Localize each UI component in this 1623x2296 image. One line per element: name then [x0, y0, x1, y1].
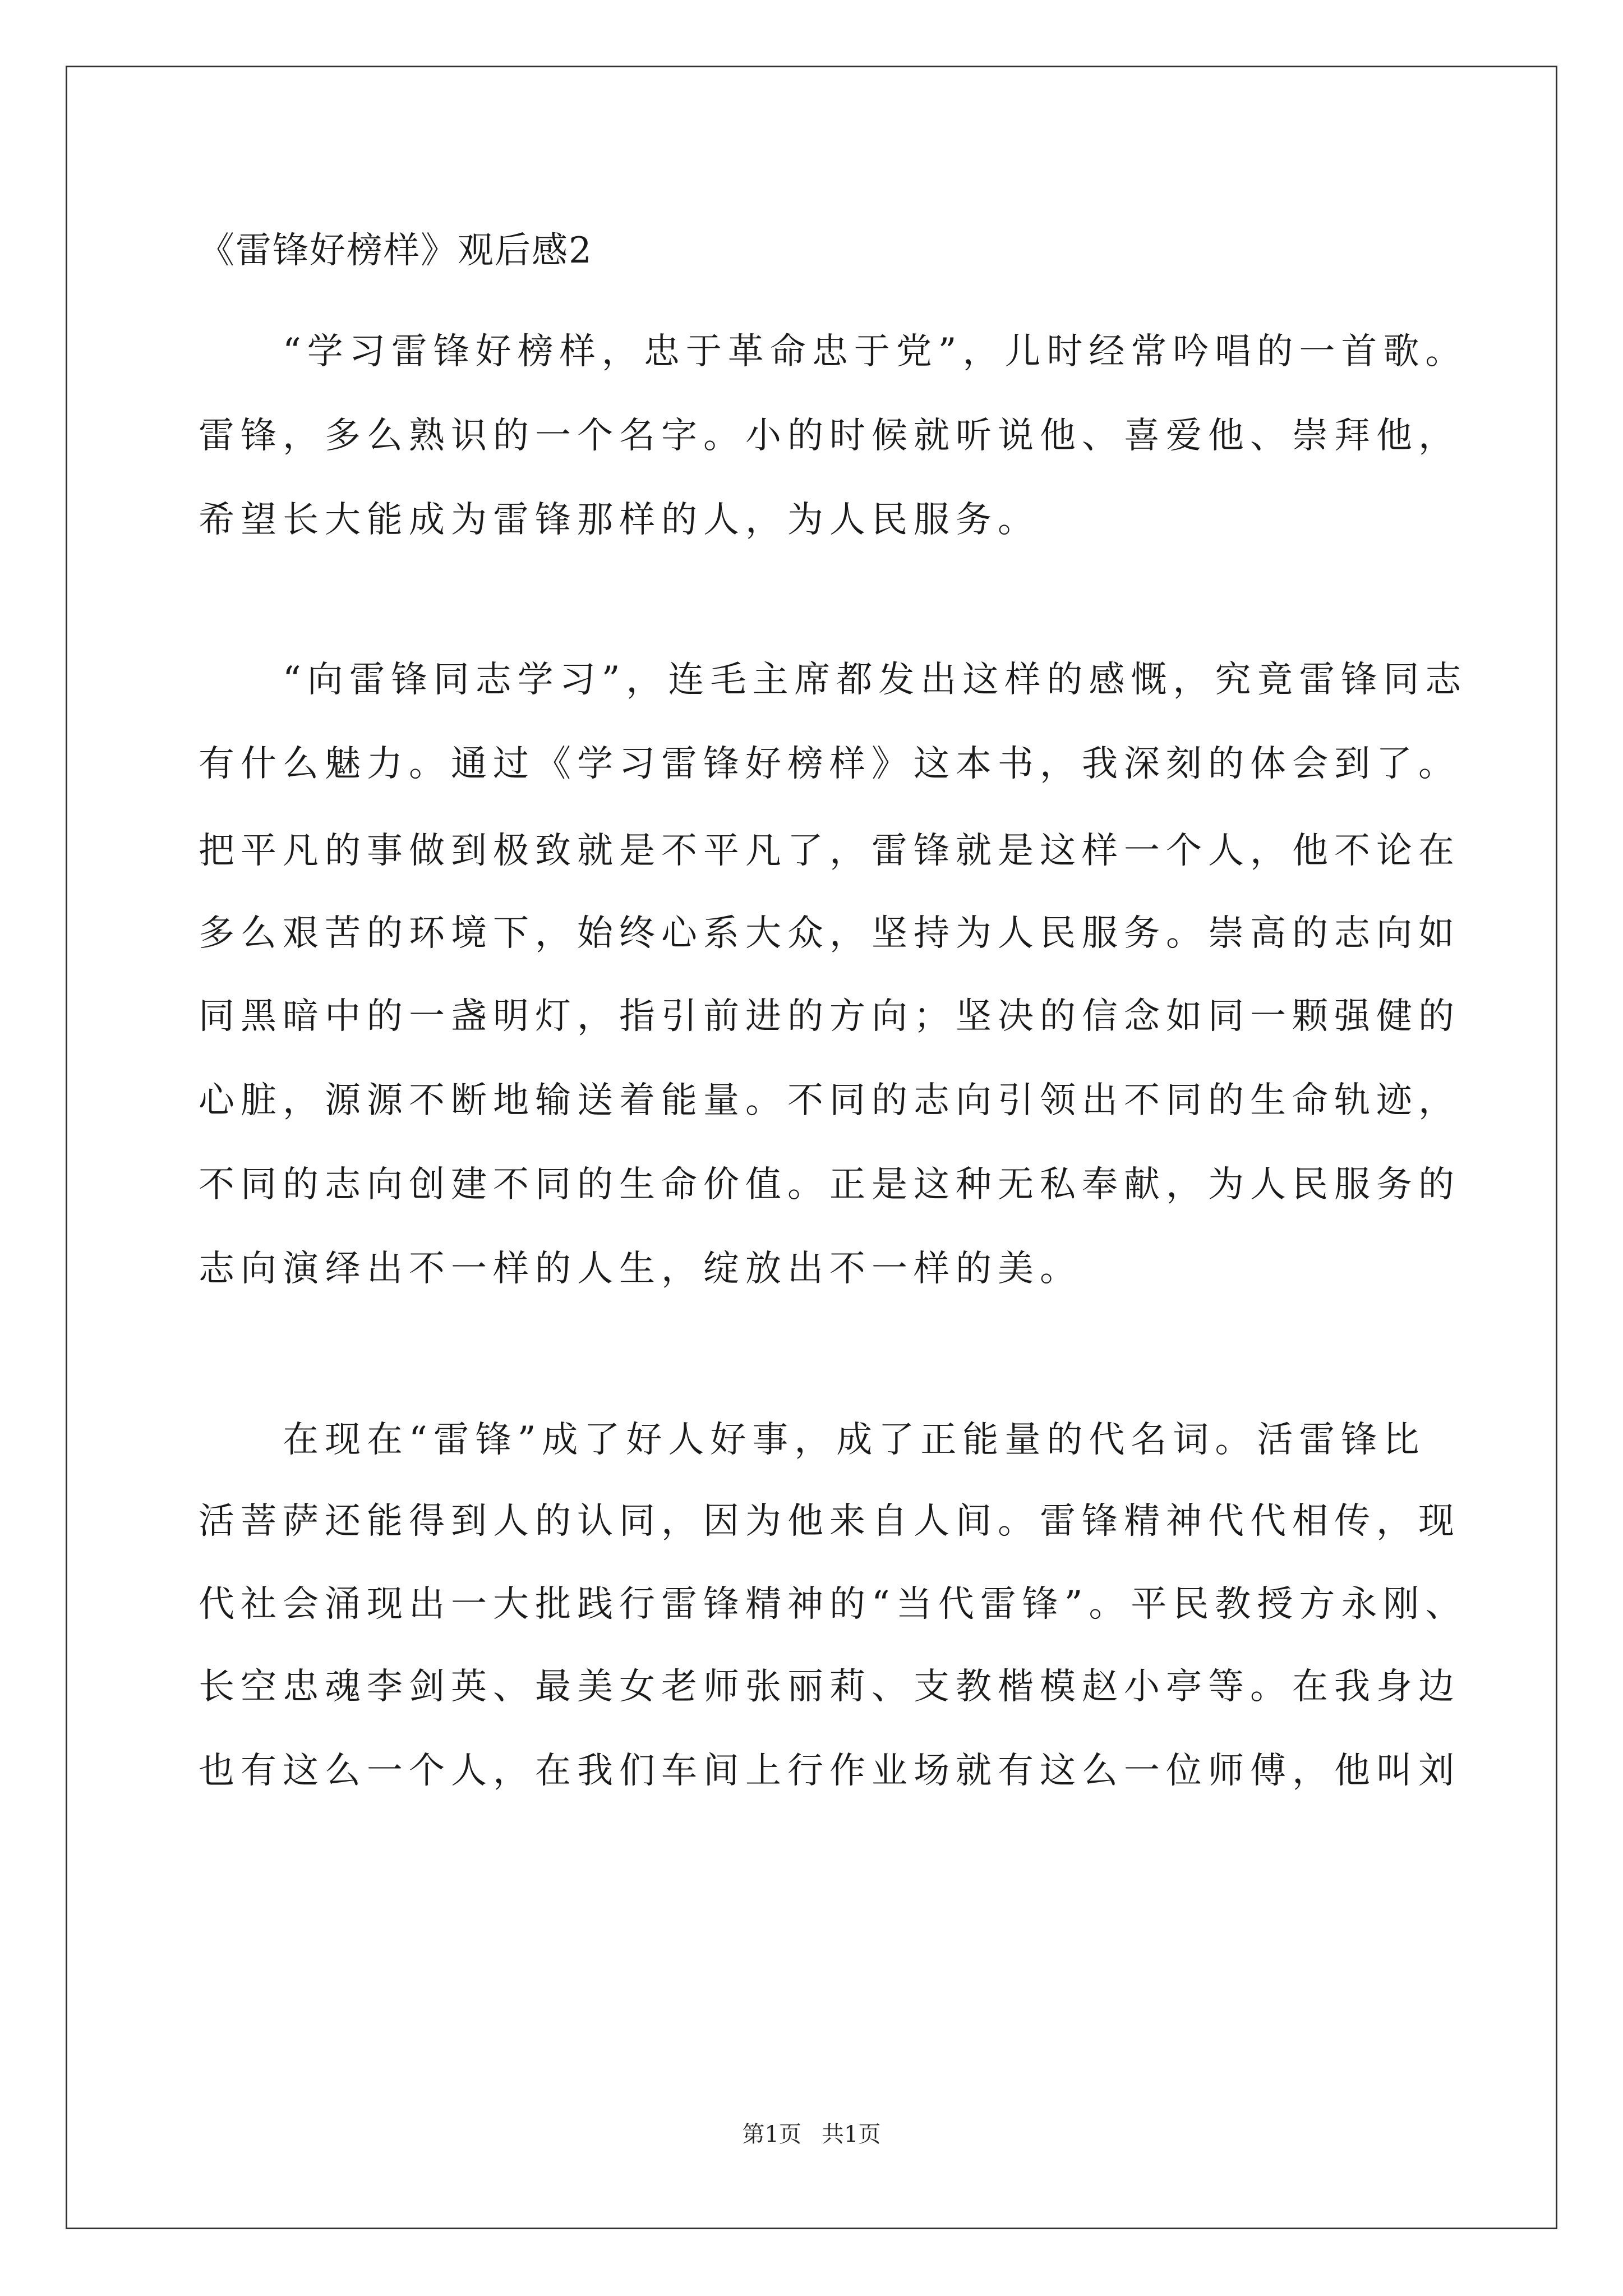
paragraph-line: 长空忠魂李剑英、最美女老师张丽莉、支教楷模赵小亭等。在我身边 — [199, 1666, 1460, 1708]
paragraph-line: 代社会涌现出一大批践行雷锋精神的“当代雷锋”。平民教授方永刚、 — [199, 1584, 1468, 1625]
paragraph-line: 雷锋，多么熟识的一个名字。小的时候就听说他、喜爱他、崇拜他， — [199, 415, 1460, 457]
paragraph-line: 在现在“雷锋”成了好人好事，成了正能量的代名词。活雷锋比 — [283, 1419, 1426, 1461]
paragraph-line: 多么艰苦的环境下，始终心系大众，坚持为人民服务。崇高的志向如 — [199, 913, 1460, 954]
paragraph-line: 同黑暗中的一盏明灯，指引前进的方向；坚决的信念如同一颗强健的 — [199, 996, 1460, 1037]
paragraph-line: 活菩萨还能得到人的认同，因为他来自人间。雷锋精神代代相传，现 — [199, 1501, 1460, 1542]
document-title: 《雷锋好榜样》观后感2 — [199, 230, 593, 272]
paragraph-line: “向雷锋同志学习”，连毛主席都发出这样的感慨，究竟雷锋同志 — [283, 659, 1468, 701]
paragraph-line: “学习雷锋好榜样，忠于革命忠于党”，儿时经常吟唱的一首歌。 — [283, 331, 1468, 372]
page-number-current: 第1页 — [742, 2122, 801, 2147]
paragraph-line: 心脏，源源不断地输送着能量。不同的志向引领出不同的生命轨迹， — [199, 1080, 1460, 1121]
paragraph-line: 志向演绎出不一样的人生，绽放出不一样的美。 — [199, 1248, 1082, 1290]
page-border — [66, 66, 1557, 2229]
paragraph-line: 有什么魅力。通过《学习雷锋好榜样》这本书，我深刻的体会到了。 — [199, 743, 1460, 785]
page-number-total: 共1页 — [822, 2122, 881, 2147]
page-footer — [0, 2120, 1623, 2148]
paragraph-line: 希望长大能成为雷锋那样的人，为人民服务。 — [199, 499, 1040, 541]
paragraph-line: 不同的志向创建不同的生命价值。正是这种无私奉献，为人民服务的 — [199, 1164, 1460, 1205]
paragraph-line: 把平凡的事做到极致就是不平凡了，雷锋就是这样一个人，他不论在 — [199, 830, 1460, 872]
paragraph-line: 也有这么一个人，在我们车间上行作业场就有这么一位师傅，他叫刘 — [199, 1750, 1460, 1792]
